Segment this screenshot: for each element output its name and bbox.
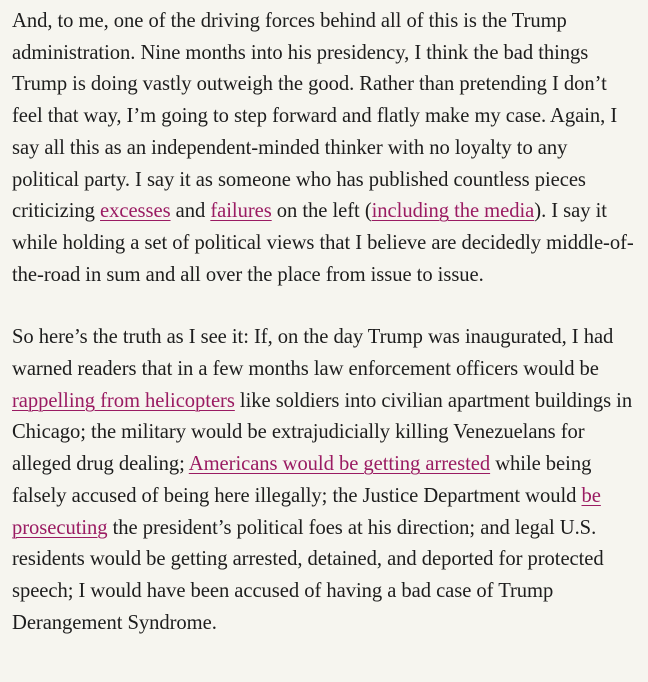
- link-excesses[interactable]: excesses: [100, 200, 171, 223]
- link-rappelling-from-helicopters[interactable]: rappelling from helicopters: [12, 389, 235, 412]
- link-americans-getting-arrested[interactable]: Americans would be getting arrested: [188, 453, 491, 476]
- paragraph-2-text-c: while being falsely accused of being here illegally; the Justice Department would: [12, 453, 592, 507]
- paragraph-1-text-d: ). I say it while holding a set of political views that I believe are decidedly middle-of-the-road in sum and all over the place from issue to issue.: [12, 200, 634, 286]
- link-failures[interactable]: failures: [210, 200, 272, 223]
- paragraph-2-text-a: So here’s the truth as I see it: If, on the day Trump was inaugurated, I had warned readers that in a few months law enforcement officers would be: [12, 326, 614, 381]
- paragraph-2: [12, 322, 636, 639]
- paragraph-1-text-b: and: [170, 200, 211, 223]
- paragraph-1-text-c: on the left (: [271, 200, 372, 223]
- paragraph-1: [12, 6, 636, 291]
- paragraph-1-text-a: And, to me, one of the driving forces behind all of this is the Trump administration. Nine months into his presidency, I think the bad things Trump is doing vastly outweigh the good. Rather than pretending I don’t feel that way, I’m going to step forward and flatly make my case. Again, I say all this as an independent-minded thinker with no loyalty to any political party. I say it as someone who has published countless pieces criticizing: [12, 10, 618, 223]
- paragraph-2-text-d: the president’s political foes at his direction; and legal U.S. residents would be getting arrested, detained, and deported for protected speech; I would have been accused of having a bad case of Trump Derangement Syndrome.: [12, 516, 604, 634]
- link-be-prosecuting[interactable]: be prosecuting: [12, 484, 601, 539]
- link-including-the-media[interactable]: including the media: [371, 200, 535, 223]
- paragraph-2-text-b: like soldiers into civilian apartment buildings in Chicago; the military would be extrajudicially killing Venezuelans for alleged drug dealing;: [12, 389, 633, 476]
